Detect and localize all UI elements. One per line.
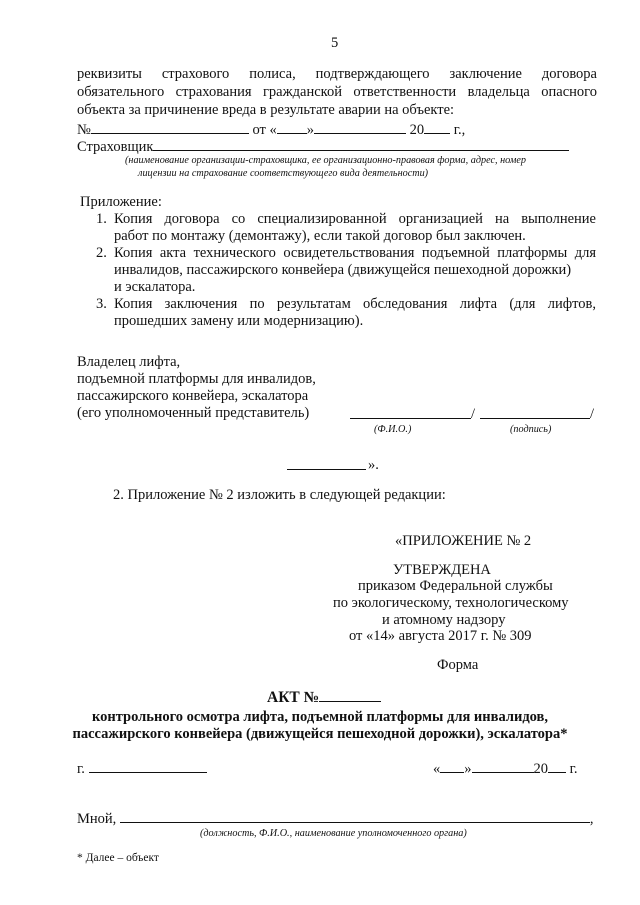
insurer-label: Страховщик — [77, 139, 154, 155]
owner-sign-caption: (подпись) — [510, 424, 552, 435]
act-title — [267, 688, 381, 706]
policy-year-field[interactable] — [424, 120, 450, 134]
owner-line-4: (его уполномоченный представитель) — [77, 405, 310, 421]
act-year-prefix: 20 — [533, 761, 548, 777]
owner-slash-2: / — [590, 406, 595, 422]
act-subtitle-2: пассажирского конвейера (движущейся пешеходной дорожки), эскалатора* — [72, 726, 568, 742]
appendix-line-3: и атомному надзору — [382, 612, 506, 628]
act-by-field[interactable] — [120, 809, 590, 823]
attachment-num-1: 1. — [96, 211, 107, 227]
closing-underline — [287, 469, 366, 470]
policy-number-field[interactable] — [91, 120, 249, 134]
insurer-line — [77, 137, 569, 156]
act-year-suffix: г. — [569, 761, 578, 777]
item-2-text: 2. Приложение № 2 изложить в следующей редакции: — [113, 487, 446, 503]
act-number-field[interactable] — [319, 688, 381, 702]
act-day-field[interactable] — [440, 759, 464, 773]
attachment-3-line-2: прошедших замену или модернизацию). — [114, 313, 364, 329]
intro-line-3: объекта за причинение вреда в результате аварии на объекте: — [77, 102, 455, 118]
owner-line-2: подъемной платформы для инвалидов, — [77, 371, 316, 387]
attachment-1-line-1: Копия договора со специализированной организацией на выполнение — [114, 211, 596, 227]
act-by-end: , — [589, 811, 594, 827]
insurer-caption-1: (наименование организации-страховщика, ее организационно-правовая форма, адрес, номер — [125, 155, 526, 166]
policy-day-field[interactable] — [277, 120, 307, 134]
act-date-line — [433, 759, 578, 778]
insurer-caption-2: лицензии на страхование соответствующего вида деятельности) — [138, 168, 429, 179]
owner-slash-1: / — [471, 406, 476, 422]
appendix-title: «ПРИЛОЖЕНИЕ № 2 — [395, 533, 532, 549]
owner-fio-caption: (Ф.И.О.) — [374, 424, 412, 435]
act-subtitle-1: контрольного осмотра лифта, подъемной платформы для инвалидов, — [91, 709, 549, 725]
page-number: 5 — [331, 35, 339, 51]
act-city-field[interactable] — [89, 759, 207, 773]
intro-line-1: реквизиты страхового полиса, подтверждающего заключение договора — [77, 66, 597, 82]
attachments-heading: Приложение: — [80, 194, 162, 210]
attachment-2-line-3: и эскалатора. — [114, 279, 196, 295]
appendix-line-2: по экологическому, технологическому — [333, 595, 569, 611]
appendix-approved: УТВЕРЖДЕНА — [393, 562, 491, 578]
from-label: от « — [252, 122, 277, 138]
act-by-label: Мной, — [77, 811, 117, 827]
owner-line-1: Владелец лифта, — [77, 354, 181, 370]
year-suffix: г., — [453, 122, 466, 138]
appendix-line-1: приказом Федеральной службы — [358, 578, 553, 594]
closing-quote: ». — [368, 457, 379, 473]
year-prefix: 20 — [409, 122, 425, 138]
act-city-label: г. — [77, 761, 85, 777]
intro-line-2: обязательного страхования гражданской ответственности владельца опасного — [77, 84, 597, 100]
act-title-text: АКТ № — [267, 689, 320, 706]
act-date-close: » — [464, 761, 472, 777]
quote-close: » — [306, 122, 314, 138]
attachment-num-2: 2. — [96, 245, 107, 261]
owner-fio-field[interactable] — [350, 418, 471, 419]
footnote: * Далее – объект — [77, 852, 159, 864]
number-sign: № — [77, 122, 91, 138]
attachment-2-line-2: инвалидов, пассажирского конвейера (движущейся пешеходной дорожки) — [114, 262, 572, 278]
act-city-line — [77, 759, 207, 778]
act-by-caption: (должность, Ф.И.О., наименование уполномоченного органа) — [200, 828, 467, 839]
attachment-1-line-2: работ по монтажу (демонтажу), если такой договор был заключен. — [114, 228, 526, 244]
act-month-field[interactable] — [472, 759, 534, 773]
owner-line-3: пассажирского конвейера, эскалатора — [77, 388, 309, 404]
policy-month-field[interactable] — [314, 120, 406, 134]
act-year-field[interactable] — [548, 759, 566, 773]
attachment-num-3: 3. — [96, 296, 107, 312]
act-date-open: « — [433, 761, 441, 777]
attachment-2-line-1: Копия акта технического освидетельствования подъемной платформы для — [114, 245, 596, 261]
insurer-field[interactable] — [153, 137, 569, 151]
appendix-line-4: от «14» августа 2017 г. № 309 — [349, 628, 532, 644]
form-label: Форма — [437, 657, 479, 673]
act-by-line — [77, 809, 594, 828]
attachment-3-line-1: Копия заключения по результатам обследования лифта (для лифтов, — [114, 296, 596, 312]
owner-signature-field[interactable] — [480, 418, 590, 419]
